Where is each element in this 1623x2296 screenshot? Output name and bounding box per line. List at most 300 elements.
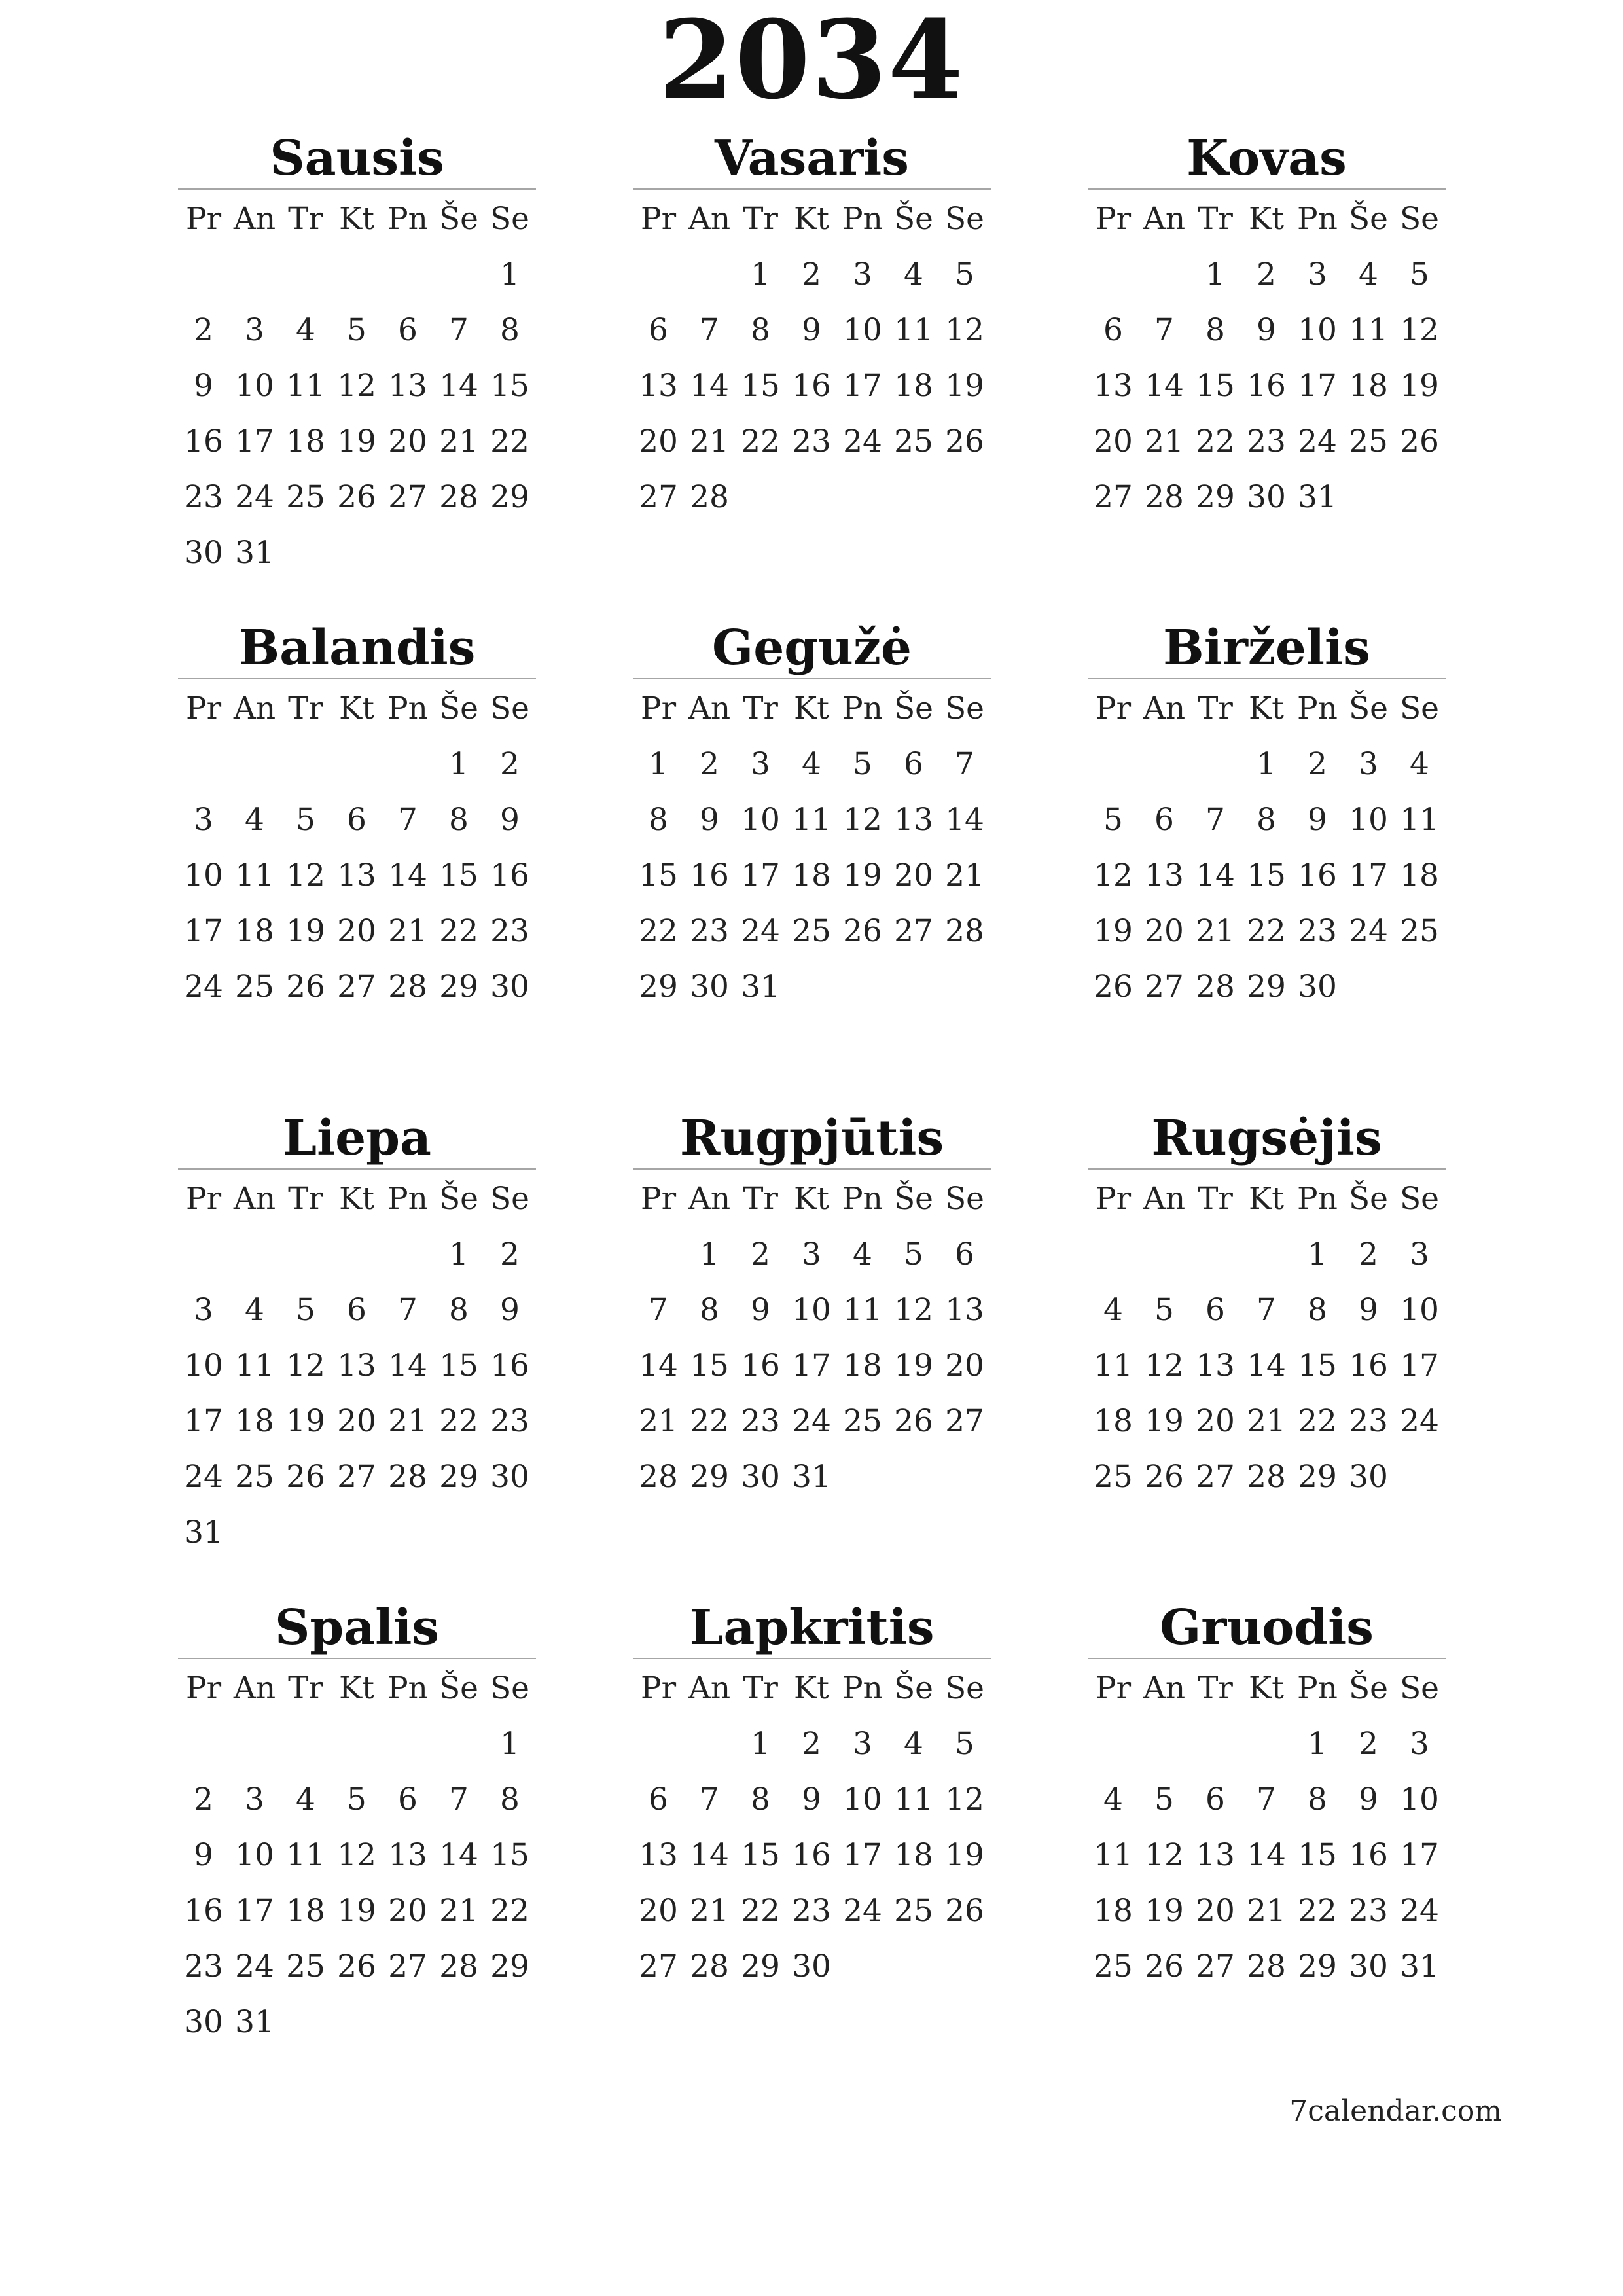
weekday-label: Pr: [185, 691, 222, 726]
empty-day-cell: [382, 247, 433, 302]
day-cell: 28: [388, 969, 427, 1005]
day-cell: 17: [843, 368, 882, 404]
empty-day-cell: [280, 736, 331, 792]
day-cell: 3: [853, 1726, 872, 1762]
day-cell: 2: [1359, 1236, 1378, 1272]
day-cell: 22: [1298, 1893, 1337, 1929]
day-cell: 16: [184, 423, 223, 459]
weekday-label: Kt: [794, 1181, 829, 1217]
day-cell: 4: [802, 746, 821, 782]
day-cell: 1: [751, 1726, 770, 1762]
day-cell: 18: [235, 913, 274, 949]
month-name: Rugpjūtis: [633, 1108, 991, 1170]
day-cell: 19: [337, 1893, 376, 1929]
weekday-label: Se: [944, 691, 984, 726]
day-cell: 27: [1145, 969, 1184, 1005]
day-cell: 23: [490, 1403, 529, 1439]
weekday-label: Tr: [1198, 691, 1233, 726]
day-cell: 12: [843, 802, 882, 838]
day-cell: 31: [235, 2004, 274, 2040]
day-cell: 2: [194, 1782, 213, 1818]
day-cell: 20: [1145, 913, 1184, 949]
day-cell: 1: [500, 1726, 520, 1762]
day-cell: 23: [792, 1893, 831, 1929]
day-cell: 31: [1400, 1948, 1439, 1984]
month-days-grid: [633, 1660, 991, 1994]
day-cell: 20: [639, 423, 678, 459]
day-cell: 16: [490, 1348, 529, 1384]
day-cell: 22: [741, 423, 780, 459]
day-cell: 1: [700, 1236, 719, 1272]
weekday-label: Pn: [842, 201, 883, 237]
empty-day-cell: [382, 1227, 433, 1282]
day-cell: 31: [235, 535, 274, 571]
day-cell: 2: [1308, 746, 1327, 782]
day-cell: 19: [1145, 1403, 1184, 1439]
month-2: [633, 128, 991, 525]
day-cell: 22: [1196, 423, 1235, 459]
empty-day-cell: [1088, 1716, 1139, 1772]
weekday-label: Pn: [1297, 1670, 1338, 1706]
day-cell: 16: [690, 857, 729, 893]
day-cell: 4: [245, 1292, 264, 1328]
day-cell: 29: [1196, 479, 1235, 515]
day-cell: 20: [388, 1893, 427, 1929]
day-cell: 10: [1349, 802, 1388, 838]
day-cell: 2: [802, 257, 821, 293]
day-cell: 24: [792, 1403, 831, 1439]
day-cell: 5: [347, 1782, 366, 1818]
day-cell: 6: [347, 1292, 366, 1328]
day-cell: 20: [945, 1348, 984, 1384]
empty-day-cell: [433, 1716, 484, 1772]
day-cell: 10: [792, 1292, 831, 1328]
day-cell: 24: [1349, 913, 1388, 949]
day-cell: 9: [194, 1837, 213, 1873]
empty-day-cell: [1139, 736, 1190, 792]
day-cell: 3: [194, 1292, 213, 1328]
weekday-label: Pr: [1095, 1670, 1132, 1706]
day-cell: 23: [741, 1403, 780, 1439]
weekday-label: Se: [490, 201, 529, 237]
day-cell: 15: [439, 1348, 478, 1384]
day-cell: 26: [337, 1948, 376, 1984]
empty-day-cell: [229, 1227, 280, 1282]
day-cell: 17: [184, 1403, 223, 1439]
day-cell: 1: [449, 746, 469, 782]
day-cell: 3: [245, 312, 264, 348]
weekday-label: Kt: [794, 201, 829, 237]
empty-day-cell: [229, 1716, 280, 1772]
day-cell: 11: [1094, 1837, 1133, 1873]
empty-day-cell: [1190, 1716, 1241, 1772]
day-cell: 10: [235, 1837, 274, 1873]
weekday-label: Pr: [640, 1181, 677, 1217]
day-cell: 11: [1094, 1348, 1133, 1384]
day-cell: 6: [1205, 1782, 1225, 1818]
day-cell: 26: [1145, 1459, 1184, 1495]
day-cell: 3: [1410, 1236, 1429, 1272]
day-cell: 14: [439, 1837, 478, 1873]
month-3: [1088, 128, 1446, 525]
day-cell: 9: [802, 1782, 821, 1818]
weekday-label: Še: [1348, 1670, 1388, 1706]
day-cell: 26: [1094, 969, 1133, 1005]
day-cell: 5: [347, 312, 366, 348]
empty-day-cell: [229, 736, 280, 792]
day-cell: 6: [904, 746, 923, 782]
day-cell: 4: [1103, 1782, 1123, 1818]
empty-day-cell: [1241, 1716, 1292, 1772]
day-cell: 30: [1349, 1459, 1388, 1495]
weekday-label: Pr: [640, 691, 677, 726]
day-cell: 22: [741, 1893, 780, 1929]
day-cell: 10: [843, 1782, 882, 1818]
day-cell: 17: [1400, 1348, 1439, 1384]
day-cell: 24: [1400, 1893, 1439, 1929]
month-name: Vasaris: [633, 128, 991, 190]
weekday-label: Še: [893, 1181, 933, 1217]
weekday-label: Še: [893, 691, 933, 726]
day-cell: 19: [1145, 1893, 1184, 1929]
weekday-label: Še: [438, 1181, 478, 1217]
day-cell: 6: [1154, 802, 1174, 838]
day-cell: 7: [1257, 1782, 1276, 1818]
weekday-label: Še: [438, 1670, 478, 1706]
empty-day-cell: [178, 1227, 229, 1282]
empty-day-cell: [1088, 247, 1139, 302]
day-cell: 28: [1247, 1948, 1286, 1984]
day-cell: 20: [337, 1403, 376, 1439]
day-cell: 14: [439, 368, 478, 404]
day-cell: 8: [1205, 312, 1225, 348]
month-name: Kovas: [1088, 128, 1446, 190]
day-cell: 26: [945, 423, 984, 459]
weekday-label: Se: [944, 201, 984, 237]
month-days-grid: [1088, 1171, 1446, 1505]
day-cell: 27: [945, 1403, 984, 1439]
day-cell: 15: [1196, 368, 1235, 404]
day-cell: 2: [751, 1236, 770, 1272]
month-days-grid: [1088, 1660, 1446, 1994]
day-cell: 25: [1400, 913, 1439, 949]
day-cell: 8: [1308, 1292, 1327, 1328]
empty-day-cell: [633, 247, 684, 302]
weekday-label: Se: [490, 1670, 529, 1706]
month-name: Gegužė: [633, 618, 991, 679]
month-name: Birželis: [1088, 618, 1446, 679]
weekday-label: An: [1143, 201, 1186, 237]
day-cell: 7: [700, 1782, 719, 1818]
weekday-label: Kt: [1249, 201, 1284, 237]
day-cell: 10: [1298, 312, 1337, 348]
weekday-label: Pn: [1297, 691, 1338, 726]
day-cell: 7: [398, 1292, 418, 1328]
weekday-label: Se: [1399, 1181, 1439, 1217]
day-cell: 10: [741, 802, 780, 838]
day-cell: 9: [1308, 802, 1327, 838]
day-cell: 2: [802, 1726, 821, 1762]
day-cell: 9: [700, 802, 719, 838]
weekday-label: Pn: [387, 1181, 428, 1217]
day-cell: 30: [490, 969, 529, 1005]
month-name: Gruodis: [1088, 1598, 1446, 1659]
day-cell: 30: [1298, 969, 1337, 1005]
day-cell: 5: [955, 1726, 974, 1762]
day-cell: 24: [184, 969, 223, 1005]
day-cell: 16: [1298, 857, 1337, 893]
day-cell: 6: [955, 1236, 974, 1272]
weekday-label: Tr: [743, 691, 778, 726]
day-cell: 3: [245, 1782, 264, 1818]
empty-day-cell: [1139, 1227, 1190, 1282]
month-days-grid: [178, 1660, 536, 2050]
day-cell: 5: [853, 746, 872, 782]
month-name: Sausis: [178, 128, 536, 190]
day-cell: 27: [639, 1948, 678, 1984]
day-cell: 21: [945, 857, 984, 893]
day-cell: 17: [235, 423, 274, 459]
day-cell: 8: [449, 1292, 469, 1328]
weekday-label: Pr: [1095, 691, 1132, 726]
day-cell: 22: [1298, 1403, 1337, 1439]
day-cell: 7: [1257, 1292, 1276, 1328]
day-cell: 16: [1247, 368, 1286, 404]
day-cell: 27: [1196, 1459, 1235, 1495]
weekday-label: Pr: [640, 1670, 677, 1706]
day-cell: 15: [439, 857, 478, 893]
month-10: [178, 1598, 536, 2050]
day-cell: 11: [843, 1292, 882, 1328]
day-cell: 16: [490, 857, 529, 893]
weekday-label: Pn: [1297, 1181, 1338, 1217]
weekday-label: Pn: [387, 1670, 428, 1706]
day-cell: 20: [1094, 423, 1133, 459]
day-cell: 23: [1298, 913, 1337, 949]
day-cell: 14: [1247, 1837, 1286, 1873]
day-cell: 22: [490, 423, 529, 459]
day-cell: 11: [792, 802, 831, 838]
day-cell: 10: [184, 1348, 223, 1384]
weekday-label: Pr: [1095, 201, 1132, 237]
day-cell: 22: [490, 1893, 529, 1929]
weekday-label: Kt: [794, 691, 829, 726]
day-cell: 10: [1400, 1782, 1439, 1818]
day-cell: 29: [741, 1948, 780, 1984]
day-cell: 25: [286, 479, 325, 515]
day-cell: 23: [1349, 1403, 1388, 1439]
day-cell: 1: [449, 1236, 469, 1272]
month-9: [1088, 1108, 1446, 1505]
day-cell: 6: [347, 802, 366, 838]
weekday-label: Pr: [185, 1181, 222, 1217]
day-cell: 13: [894, 802, 933, 838]
day-cell: 12: [337, 1837, 376, 1873]
day-cell: 11: [1349, 312, 1388, 348]
day-cell: 16: [792, 1837, 831, 1873]
day-cell: 12: [1145, 1837, 1184, 1873]
day-cell: 4: [1359, 257, 1378, 293]
day-cell: 22: [639, 913, 678, 949]
day-cell: 13: [1094, 368, 1133, 404]
day-cell: 4: [1410, 746, 1429, 782]
day-cell: 5: [904, 1236, 923, 1272]
day-cell: 27: [388, 1948, 427, 1984]
day-cell: 9: [751, 1292, 770, 1328]
day-cell: 28: [1247, 1459, 1286, 1495]
weekday-label: Še: [1348, 691, 1388, 726]
day-cell: 25: [235, 1459, 274, 1495]
day-cell: 4: [296, 1782, 315, 1818]
day-cell: 20: [639, 1893, 678, 1929]
day-cell: 14: [639, 1348, 678, 1384]
day-cell: 13: [337, 857, 376, 893]
empty-day-cell: [178, 247, 229, 302]
day-cell: 12: [1400, 312, 1439, 348]
day-cell: 16: [741, 1348, 780, 1384]
weekday-label: Kt: [1249, 1181, 1284, 1217]
day-cell: 3: [1359, 746, 1378, 782]
day-cell: 23: [690, 913, 729, 949]
empty-day-cell: [1088, 1227, 1139, 1282]
empty-day-cell: [433, 247, 484, 302]
weekday-label: Se: [944, 1670, 984, 1706]
site-credit-link[interactable]: 7calendar.com: [1289, 2094, 1502, 2128]
day-cell: 4: [904, 257, 923, 293]
day-cell: 30: [741, 1459, 780, 1495]
day-cell: 21: [690, 423, 729, 459]
month-11: [633, 1598, 991, 1994]
month-days-grid: [178, 191, 536, 581]
day-cell: 15: [741, 1837, 780, 1873]
month-name: Lapkritis: [633, 1598, 991, 1659]
day-cell: 13: [388, 368, 427, 404]
day-cell: 1: [1308, 1726, 1327, 1762]
year-title: 2034: [658, 0, 965, 123]
day-cell: 9: [500, 1292, 520, 1328]
day-cell: 18: [792, 857, 831, 893]
day-cell: 14: [690, 1837, 729, 1873]
day-cell: 11: [894, 1782, 933, 1818]
day-cell: 21: [439, 1893, 478, 1929]
day-cell: 19: [286, 913, 325, 949]
day-cell: 1: [1308, 1236, 1327, 1272]
day-cell: 22: [690, 1403, 729, 1439]
weekday-label: Se: [1399, 691, 1439, 726]
day-cell: 2: [700, 746, 719, 782]
day-cell: 3: [853, 257, 872, 293]
month-name: Spalis: [178, 1598, 536, 1659]
empty-day-cell: [280, 1227, 331, 1282]
day-cell: 26: [286, 1459, 325, 1495]
day-cell: 8: [1308, 1782, 1327, 1818]
day-cell: 18: [894, 1837, 933, 1873]
day-cell: 25: [1349, 423, 1388, 459]
day-cell: 18: [235, 1403, 274, 1439]
day-cell: 29: [490, 1948, 529, 1984]
day-cell: 25: [235, 969, 274, 1005]
weekday-label: An: [688, 1670, 731, 1706]
day-cell: 29: [490, 479, 529, 515]
day-cell: 4: [853, 1236, 872, 1272]
weekday-label: Tr: [288, 1181, 323, 1217]
day-cell: 21: [388, 913, 427, 949]
weekday-label: Kt: [1249, 1670, 1284, 1706]
day-cell: 2: [500, 1236, 520, 1272]
empty-day-cell: [633, 1716, 684, 1772]
day-cell: 7: [449, 312, 469, 348]
weekday-label: Pn: [842, 691, 883, 726]
day-cell: 29: [439, 969, 478, 1005]
day-cell: 26: [843, 913, 882, 949]
day-cell: 17: [843, 1837, 882, 1873]
day-cell: 2: [194, 312, 213, 348]
day-cell: 25: [843, 1403, 882, 1439]
day-cell: 4: [904, 1726, 923, 1762]
day-cell: 21: [1196, 913, 1235, 949]
day-cell: 11: [1400, 802, 1439, 838]
day-cell: 27: [1094, 479, 1133, 515]
day-cell: 31: [792, 1459, 831, 1495]
day-cell: 16: [1349, 1837, 1388, 1873]
weekday-label: Pn: [387, 201, 428, 237]
day-cell: 12: [286, 857, 325, 893]
day-cell: 16: [792, 368, 831, 404]
weekday-label: Še: [1348, 201, 1388, 237]
day-cell: 21: [1247, 1403, 1286, 1439]
weekday-label: Še: [438, 691, 478, 726]
empty-day-cell: [1139, 247, 1190, 302]
day-cell: 6: [398, 1782, 418, 1818]
day-cell: 21: [439, 423, 478, 459]
day-cell: 17: [184, 913, 223, 949]
weekday-label: Tr: [743, 1670, 778, 1706]
month-days-grid: [1088, 681, 1446, 1014]
weekday-label: Pr: [185, 1670, 222, 1706]
day-cell: 31: [184, 1515, 223, 1551]
day-cell: 30: [184, 535, 223, 571]
day-cell: 10: [235, 368, 274, 404]
day-cell: 13: [1145, 857, 1184, 893]
day-cell: 3: [751, 746, 770, 782]
day-cell: 8: [649, 802, 668, 838]
day-cell: 30: [490, 1459, 529, 1495]
weekday-label: Tr: [288, 201, 323, 237]
day-cell: 26: [337, 479, 376, 515]
day-cell: 16: [184, 1893, 223, 1929]
weekday-label: Pr: [1095, 1181, 1132, 1217]
day-cell: 2: [1359, 1726, 1378, 1762]
day-cell: 1: [751, 257, 770, 293]
day-cell: 22: [439, 913, 478, 949]
day-cell: 19: [1094, 913, 1133, 949]
empty-day-cell: [178, 736, 229, 792]
weekday-label: Tr: [1198, 1670, 1233, 1706]
month-days-grid: [178, 681, 536, 1014]
day-cell: 8: [1257, 802, 1276, 838]
day-cell: 22: [1247, 913, 1286, 949]
month-days-grid: [178, 1171, 536, 1560]
day-cell: 27: [388, 479, 427, 515]
day-cell: 13: [1196, 1837, 1235, 1873]
day-cell: 13: [639, 1837, 678, 1873]
month-name: Liepa: [178, 1108, 536, 1170]
day-cell: 30: [1247, 479, 1286, 515]
day-cell: 8: [500, 1782, 520, 1818]
weekday-label: Kt: [339, 691, 374, 726]
day-cell: 15: [1298, 1348, 1337, 1384]
day-cell: 29: [439, 1459, 478, 1495]
